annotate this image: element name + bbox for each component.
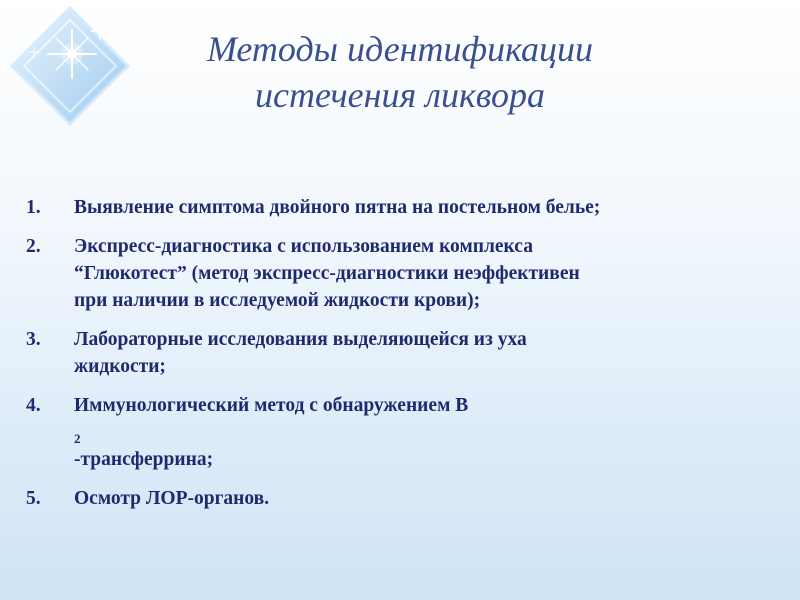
list-item-number: 2. [26,236,41,257]
list-item-subscript: 2 [74,430,81,446]
list-item-line: при наличии в исследуемой жидкости крови); [74,290,481,311]
list-item [26,392,786,473]
list-item-line: Осмотр ЛОР-органов. [74,488,270,509]
list-item-number: 4. [26,395,41,416]
sparkle-diamond-icon [0,0,140,140]
list-item-line [74,392,786,473]
list-item-text [74,233,786,314]
list-item [26,233,786,314]
list-item [26,485,786,512]
list-item-text [74,392,786,473]
list-item-number: 1. [26,197,41,218]
methods-list [26,194,786,524]
list-item-text [74,485,786,512]
list-item-line: Экспресс-диагностика с использованием комплекса [74,236,533,257]
list-item-text-before: Иммунологический метод с обнаружением B [74,395,469,416]
list-item-text-after: -трансферрина; [74,449,214,470]
list-item-line: Выявление симптома двойного пятна на постельном белье; [74,197,601,218]
list-item [26,326,786,380]
list-item-text [74,194,786,221]
list-item-number: 5. [26,488,41,509]
list-item-line: жидкости; [74,356,166,377]
list-item-line: “Глюкотест” (метод экспресс-диагностики неэффективен [74,263,580,284]
slide-title [150,26,650,118]
list-item-number: 3. [26,329,41,350]
list-item [26,194,786,221]
list-item-line: Лабораторные исследования выделяющейся из уха [74,329,527,350]
slide-title-line-2: истечения ликвора [255,75,545,115]
slide-title-line-1: Методы идентификации [206,29,594,69]
list-item-text [74,326,786,380]
